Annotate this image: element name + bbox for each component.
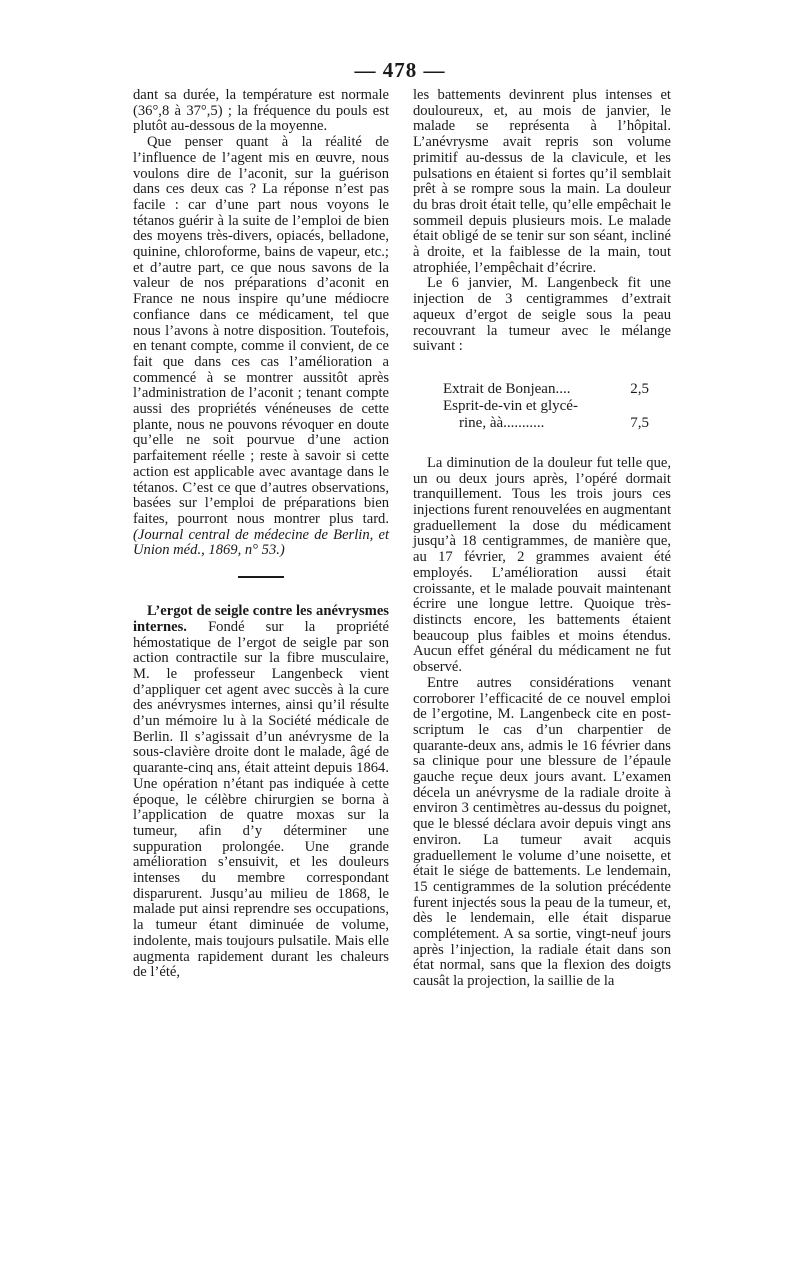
recipe-ingredient: rine, àà........... xyxy=(459,414,545,431)
right-column xyxy=(413,88,671,990)
recipe-row xyxy=(443,381,649,398)
recipe-quantity: 7,5 xyxy=(630,414,649,431)
recipe-ingredient: Esprit-de-vin et glycé- xyxy=(443,397,578,414)
paragraph-text: Que penser quant à la réalité de l’influence de l’agent mis en œuvre, nous voulons dire de l’aconit, sur la guérison dans ces deux cas ? La réponse n’est pas facile : car d’une part nous voyons le tétanos guérir à la suite de l’emploi de bien des moyens très-divers, opiacés, belladone, quinine, chloroforme, bains de vapeur, etc.; et d’autre part, ce que nous savons de la valeur de nos préparations d’aconit en France ne nous inspire qu’une médiocre confiance dans ce médicament, tel que nous l’avons à notre disposition. Toutefois, en tenant compte, comme il convient, de ce fait que dans ces cas l’amélioration a commencé à se montrer aussitôt après l’administration de l’aconit ; tenant compte aussi des propriétés vénéneuses de cette plante, nous ne pouvons révoquer en doute qu’elle ne soit pourvue d’une action parfaitement réelle ; reste à savoir si cette action est applicable avec avantage dans le tétanos. C’est ce que d’autres observations, basées sur l’emploi de préparations bien faites, pourront nous montrer plus tard. xyxy=(133,134,389,527)
recipe-row xyxy=(443,398,649,415)
section-heading: L’ergot de seigle contre les anévrysmes internes. xyxy=(133,603,389,635)
page-number: — 478 — xyxy=(354,58,446,82)
paragraph-text: Fondé sur la propriété hémostatique de l’ergot de seigle par son action contractile sur la fibre musculaire, M. le professeur Langenbeck vient d’appliquer cet agent avec succès à la cure des anévrysmes internes, ainsi qu’il résulte d’un mémoire lu à la Société médicale de Berlin. Il s’agissait d’un anévrysme de la sous-clavière droite dont le malade, âgé de quarante-cinq ans, était atteint depuis 1864. Une opération n’étant pas indiquée à cette époque, le célèbre chirurgien se borna à l’application de quatre moxas sur la tumeur, afin d’y déterminer une suppuration prolongée. Une grande amélioration s’ensuivit, et les douleurs intenses du membre correspondant disparurent. Jusqu’au milieu de 1868, le malade put ainsi reprendre ses occupations, la tumeur étant diminuée de volume, indolente, mais toujours pulsatile. Mais elle augmenta rapidement durant les chaleurs de l’été, xyxy=(133,618,389,981)
recipe-row xyxy=(443,415,649,432)
left-column xyxy=(133,88,389,981)
paragraph xyxy=(133,135,389,559)
paragraph: La diminution de la douleur fut telle que, un ou deux jours après, l’opéré dormait tranquillement. Tous les trois jours ces injections furent renouvelées en augmentant graduellement la dose du médicament jusqu’à 18 centigrammes, de manière que, au 17 février, 2 grammes avaient été employés. L’amélioration aussi était croissante, et le malade pouvait maintenant écrire une longue lettre. Quoique très-distincts encore, les battements étaient beaucoup plus faibles et moins étendus. Aucun effet général du médicament ne fut observé. xyxy=(413,454,671,676)
citation: (Journal central de médecine de Berlin, et Union méd., 1869, n° 53.) xyxy=(133,526,389,559)
recipe-ingredient: Extrait de Bonjean.... xyxy=(443,380,571,397)
paragraph: dant sa durée, la température est normale (36°,8 à 37°,5) ; la fréquence du pouls est plutôt au-dessous de la moyenne. xyxy=(133,87,389,135)
section-divider xyxy=(238,576,284,578)
paragraph xyxy=(133,604,389,981)
recipe-table xyxy=(443,381,649,432)
paragraph: Le 6 janvier, M. Langenbeck fit une injection de 3 centigrammes d’extrait aqueux d’ergot de seigle sous la peau recouvrant la tumeur avec le mélange suivant : xyxy=(413,275,671,355)
paragraph: les battements devinrent plus intenses et douloureux, et, au mois de janvier, le malade se représenta à l’hôpital. L’anévrysme avait repris son volume primitif au-dessus de la clavicule, et les pulsations en étaient si fortes qu’il semblait prêt à se rompre sous la main. La douleur du bras droit était telle, qu’elle empêchait le sommeil depuis plusieurs mois. Le malade était obligé de se tenir sur son séant, incliné à droite, et la faiblesse de la main, tout atrophiée, l’empêchait d’écrire. xyxy=(413,87,671,276)
paragraph: Entre autres considérations venant corroborer l’efficacité de ce nouvel emploi de l’ergotine, M. Langenbeck cite en post-scriptum le cas d’un charpentier de quarante-deux ans, admis le 16 février dans sa clinique pour une blessure de l’épaule gauche reçue deux jours avant. L’examen décela un anévrysme de la radiale droite à environ 3 centimètres au-dessus du poignet, que le blessé déclara avoir depuis vingt ans environ. La tumeur avait acquis graduellement le volume d’une noisette, et était le siége de battements. Le lendemain, 15 centigrammes de la solution précédente furent injectés sous la peau de la tumeur, et, dès le lendemain, elle était disparue complétement. A sa sortie, vingt-neuf jours après l’injection, la radiale était dans son état normal, sans que la flexion des doigts causât la projection, la saillie de la xyxy=(413,674,671,990)
recipe-quantity xyxy=(619,398,649,415)
recipe-quantity: 2,5 xyxy=(630,380,649,397)
